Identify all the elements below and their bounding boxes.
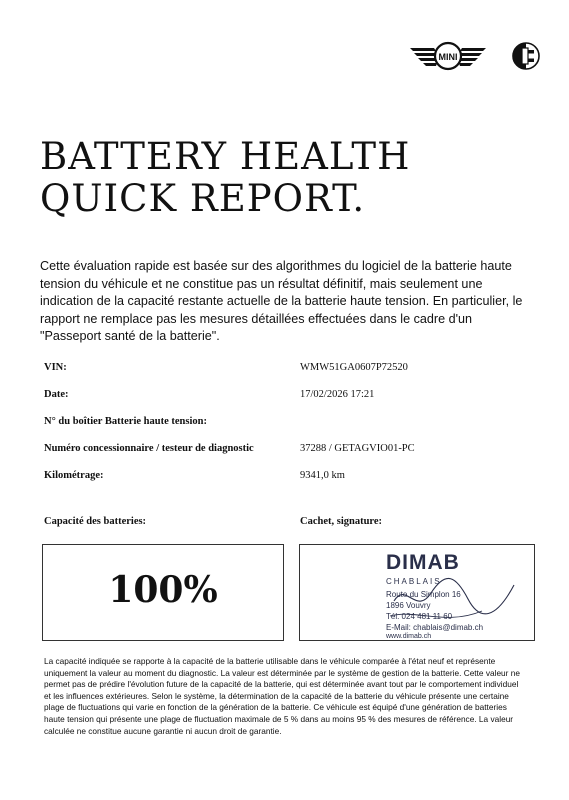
capacity-label: Capacité des batteries: [44,516,147,527]
stamp-phone: Tél. 024 481 11 60 [386,612,453,621]
date-value: 17/02/2026 17:21 [300,389,375,400]
report-title [40,136,540,220]
stamp-box [299,544,535,641]
stamp-city: 1896 Vouvry [386,601,431,610]
stamp-subtitle: CHABLAIS [386,577,442,586]
dealer-label: Numéro concessionnaire / testeur de diagnostic [44,443,254,454]
mini-logo-text: MINI [438,52,458,62]
dealer-stamp [386,551,526,641]
vin-value: WMW51GA0607P72520 [300,362,408,373]
stamp-web: www.dimab.ch [386,633,432,640]
capacity-box [42,544,284,641]
capacity-value: 100% [108,569,218,611]
title-line-2: QUICK REPORT. [40,177,366,220]
electric-plug-icon [513,43,539,69]
mileage-label: Kilométrage: [44,470,104,481]
stamp-company: DIMAB [386,551,460,574]
stamp-email: E-Mail: chablais@dimab.ch [386,623,484,632]
disclaimer-text: La capacité indiquée se rapporte à la capacité de la batterie utilisable dans le véhicule comparée à l'état neuf et représente uniquement la valeur au moment du diagnostic. La valeur est déterminée par le système de gestion de la batterie. Cette valeur ne permet pas de prédire l'évolution future de la capacité de la batterie, qui est déterminée avant tout par le comportement individuel et les influences extérieures. Selon le système, la détermination de la capacité de la batterie du véhicule présente une certaine plage de fluctuations qui varie en fonction de la génération de la batterie. Ce véhicule est équipé d'une génération de batteries haute tension qui présente une plage de fluctuation maximale de 5 % dans au moins 95 % des mesures de référence. La valeur calculée ne constitue aucune garantie ni aucun droit de garantie. [44,656,520,736]
stamp-label: Cachet, signature: [300,516,383,527]
date-label: Date: [44,389,69,400]
title-line-1: BATTERY HEALTH [40,135,411,178]
brand-logos [408,34,548,78]
battery-box-label: N° du boîtier Batterie haute tension: [44,416,207,427]
intro-paragraph: Cette évaluation rapide est basée sur des algorithmes du logiciel de la batterie haute tension du véhicule et ne constitue pas un résultat définitif, mais seulement une indication de la capacité restante actuelle de la batterie haute tension. En particulier, le rapport ne remplace pas les mesures détaillées effectuées dans le cadre d'un "Passeport santé de la batterie". [40,259,523,344]
mini-wings-logo-icon [408,34,548,78]
dealer-value: 37288 / GETAGVIO01-PC [300,443,415,454]
stamp-street: Route du Simplon 16 [386,590,461,599]
signature-scribble-icon [386,571,526,641]
vin-label: VIN: [44,362,67,373]
mileage-value: 9341,0 km [300,470,345,481]
